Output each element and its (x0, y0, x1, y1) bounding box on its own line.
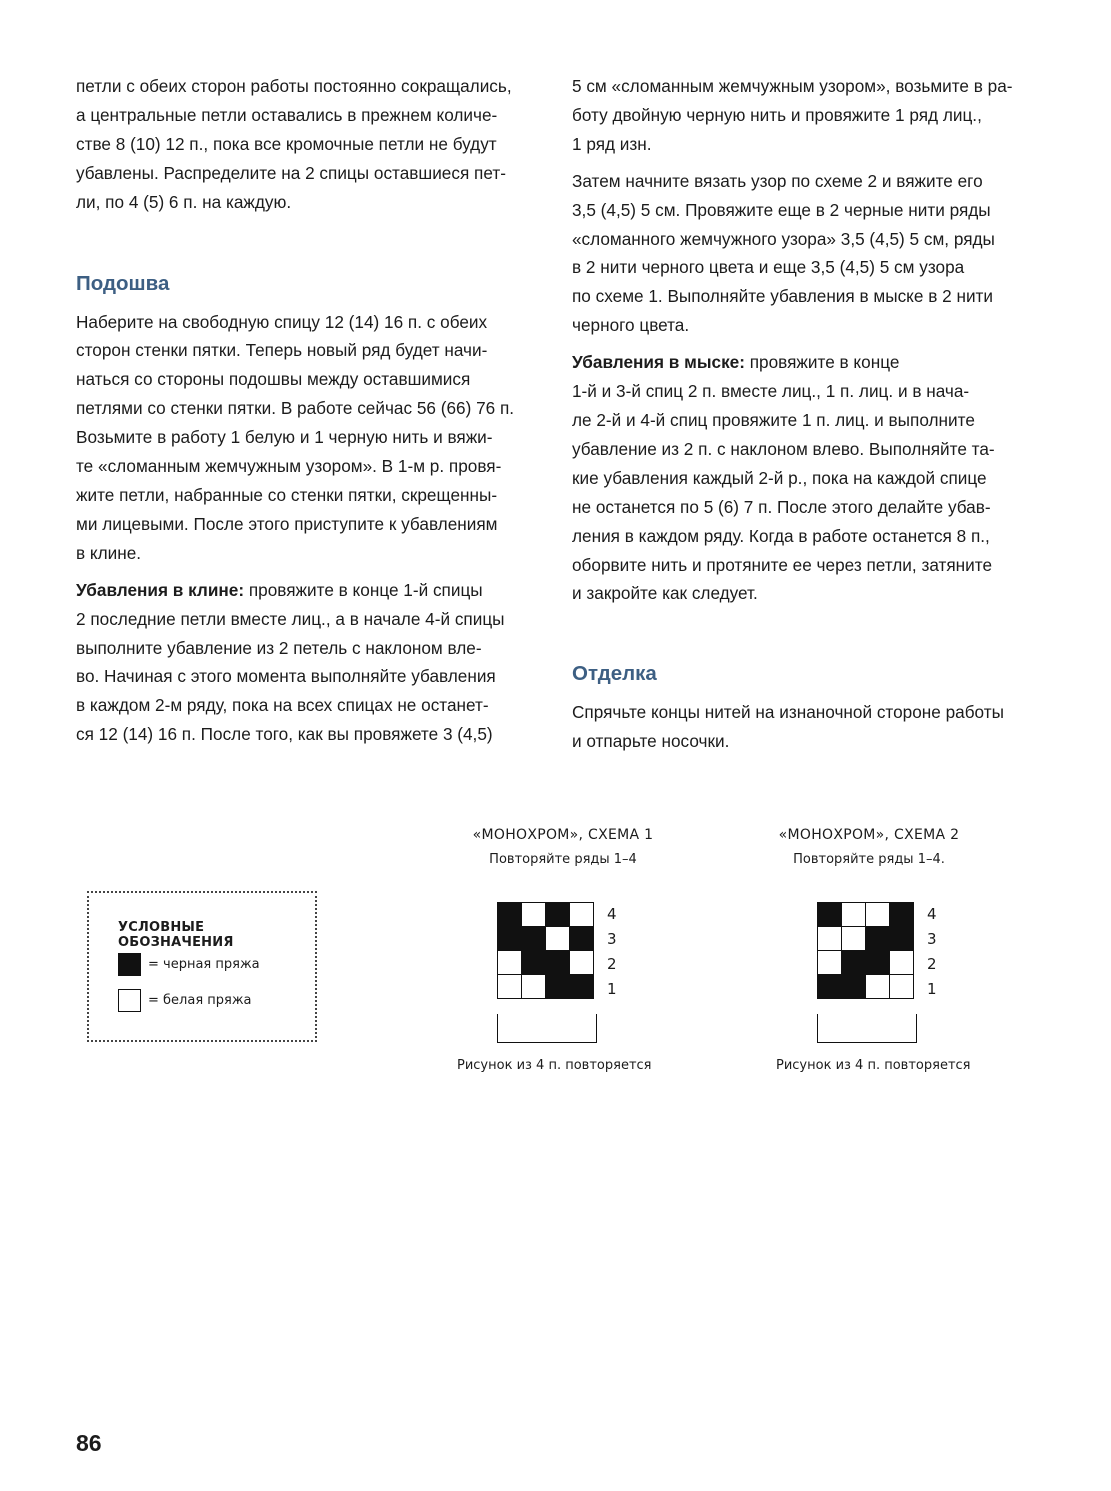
toe-decrease-label: Убавления в мыске: (572, 352, 745, 373)
row-number: 1 (607, 980, 617, 998)
chart-cell-white (866, 903, 890, 927)
schema-2-grid (817, 902, 914, 999)
schema-1-repeat-bracket (497, 1014, 597, 1043)
row-number: 4 (927, 905, 937, 923)
white-yarn-swatch (118, 989, 141, 1012)
chart-cell-white (842, 927, 866, 951)
legend-box (87, 891, 317, 1042)
white-yarn-label: = белая пряжа (148, 993, 252, 1008)
schema-2-header (769, 827, 969, 867)
schema-2-chart (817, 902, 937, 999)
schema-2-repeat-bracket (817, 1014, 917, 1043)
chart-cell-white (498, 951, 522, 975)
schema-2-subtitle: Повторяйте ряды 1–4. (793, 852, 945, 867)
toe-decrease-paragraph: Убавления в мыске: провяжите в конце 1-й и 3-й спиц 2 п. вместе лиц., 1 п. лиц. и в нача- ле 2-й и 4-й спиц провяжите 1 п. лиц. и выполните убавление из 2 п. с наклоном влево. Выполняйте та- кие убавления каждый 2-й р., пока на каждой спице не останется по 5 (6) 7 п. После этого делайте убав- ления в каждом ряду. Когда в работе останется 8 п., оборвите нить и протяните ее через петли, затяните и закройте как следует. (572, 352, 995, 604)
chart-cell-white (842, 903, 866, 927)
chart-cell-black (890, 903, 914, 927)
schema-2-repeat-caption: Рисунок из 4 п. повторяется (776, 1058, 971, 1073)
row-number: 2 (607, 955, 617, 973)
schema-2-row-numbers (927, 902, 937, 1002)
chart-cell-black (818, 903, 842, 927)
chart-cell-black (570, 975, 594, 999)
schema-1-row-numbers (607, 902, 617, 1002)
chart-cell-black (522, 951, 546, 975)
finish-heading: Отделка (572, 662, 657, 686)
wedge-decrease-paragraph: Убавления в клине: провяжите в конце 1-й спицы 2 последние петли вместе лиц., а в начале 4-й спицы выполните убавление из 2 петель с наклоном вле- во. Начиная с этого момента выполняйте убавления в каждом 2-м ряду, пока на всех спицах не останет- ся 12 (14) 16 п. После того, как вы провяжете 3 (4,5) (76, 579, 505, 745)
chart-cell-white (522, 975, 546, 999)
schema-1-repeat-caption: Рисунок из 4 п. повторяется (457, 1058, 652, 1073)
schema-1-grid (497, 902, 594, 999)
left-column (76, 72, 546, 757)
legend-title: УСЛОВНЫЕ ОБОЗНАЧЕНИЯ (118, 920, 234, 950)
chart-cell-black (498, 903, 522, 927)
chart-cell-white (498, 975, 522, 999)
black-yarn-label: = черная пряжа (148, 957, 260, 972)
page-number: 86 (76, 1430, 102, 1456)
chart-cell-white (818, 927, 842, 951)
pattern-paragraph: Затем начните вязать узор по схеме 2 и вяжите его 3,5 (4,5) 5 см. Провяжите еще в 2 черные нити ряды «сломанного жемчужного узора» 3,5 (4,5) 5 см, ряды в 2 нити черного цвета и еще 3,5 (4,5) 5 см узора по схеме 1. Выполняйте убавления в мыске в 2 нити черного цвета. (572, 170, 995, 336)
chart-cell-white (866, 975, 890, 999)
chart-cell-black (498, 927, 522, 951)
intro-paragraph: петли с обеих сторон работы постоянно сокращались, а центральные петли оставались в прежнем количе- стве 8 (10) 12 п., пока все кромочные петли не будут убавлены. Распределите на 2 спицы оставшиеся пет- ли, по 4 (5) 6 п. на каждую. (76, 76, 512, 212)
chart-cell-white (522, 903, 546, 927)
chart-cell-black (546, 951, 570, 975)
chart-cell-black (570, 927, 594, 951)
chart-cell-white (890, 951, 914, 975)
chart-cell-white (818, 951, 842, 975)
chart-cell-black (546, 975, 570, 999)
chart-cell-white (570, 903, 594, 927)
right-column (572, 72, 1042, 764)
chart-cell-black (866, 927, 890, 951)
chart-cell-black (546, 903, 570, 927)
chart-cell-white (546, 927, 570, 951)
schema-1-subtitle: Повторяйте ряды 1–4 (489, 852, 637, 867)
row-number: 3 (607, 930, 617, 948)
schema-2-title: «МОНОХРОМ», СХЕМА 2 (778, 827, 960, 843)
chart-cell-black (818, 975, 842, 999)
schema-1-chart (497, 902, 617, 999)
chart-cell-white (890, 975, 914, 999)
finish-paragraph: Спрячьте концы нитей на изнаночной стороне работы и отпарьте носочки. (572, 702, 1004, 752)
wedge-decrease-label: Убавления в клине: (76, 579, 245, 600)
chart-cell-black (522, 927, 546, 951)
continuation-paragraph: 5 см «сломанным жемчужным узором», возьмите в ра- боту двойную черную нить и провяжите 1 ряд лиц., 1 ряд изн. (572, 76, 1013, 154)
chart-cell-white (570, 951, 594, 975)
chart-cell-black (842, 951, 866, 975)
schema-1-title: «МОНОХРОМ», СХЕМА 1 (472, 827, 654, 843)
legend-row-white (118, 989, 252, 1012)
row-number: 3 (927, 930, 937, 948)
row-number: 4 (607, 905, 617, 923)
row-number: 2 (927, 955, 937, 973)
schema-1-header (463, 827, 663, 867)
row-number: 1 (927, 980, 937, 998)
black-yarn-swatch (118, 953, 141, 976)
sole-heading: Подошва (76, 271, 170, 295)
chart-cell-black (842, 975, 866, 999)
chart-cell-black (866, 951, 890, 975)
legend-row-black (118, 953, 260, 976)
sole-paragraph: Наберите на свободную спицу 12 (14) 16 п. с обеих сторон стенки пятки. Теперь новый ряд будет начи- наться со стороны подошвы между оставшимися петлями со стенки пятки. В работе сейчас 56 (66) 76 п. Возьмите в работу 1 белую и 1 черную нить и вяжи- те «сломанным жемчужным узором». В 1-м р. провя- жите петли, набранные со стенки пятки, скрещенны- ми лицевыми. После этого приступите к убавлениям в клине. (76, 311, 515, 563)
chart-cell-black (890, 927, 914, 951)
